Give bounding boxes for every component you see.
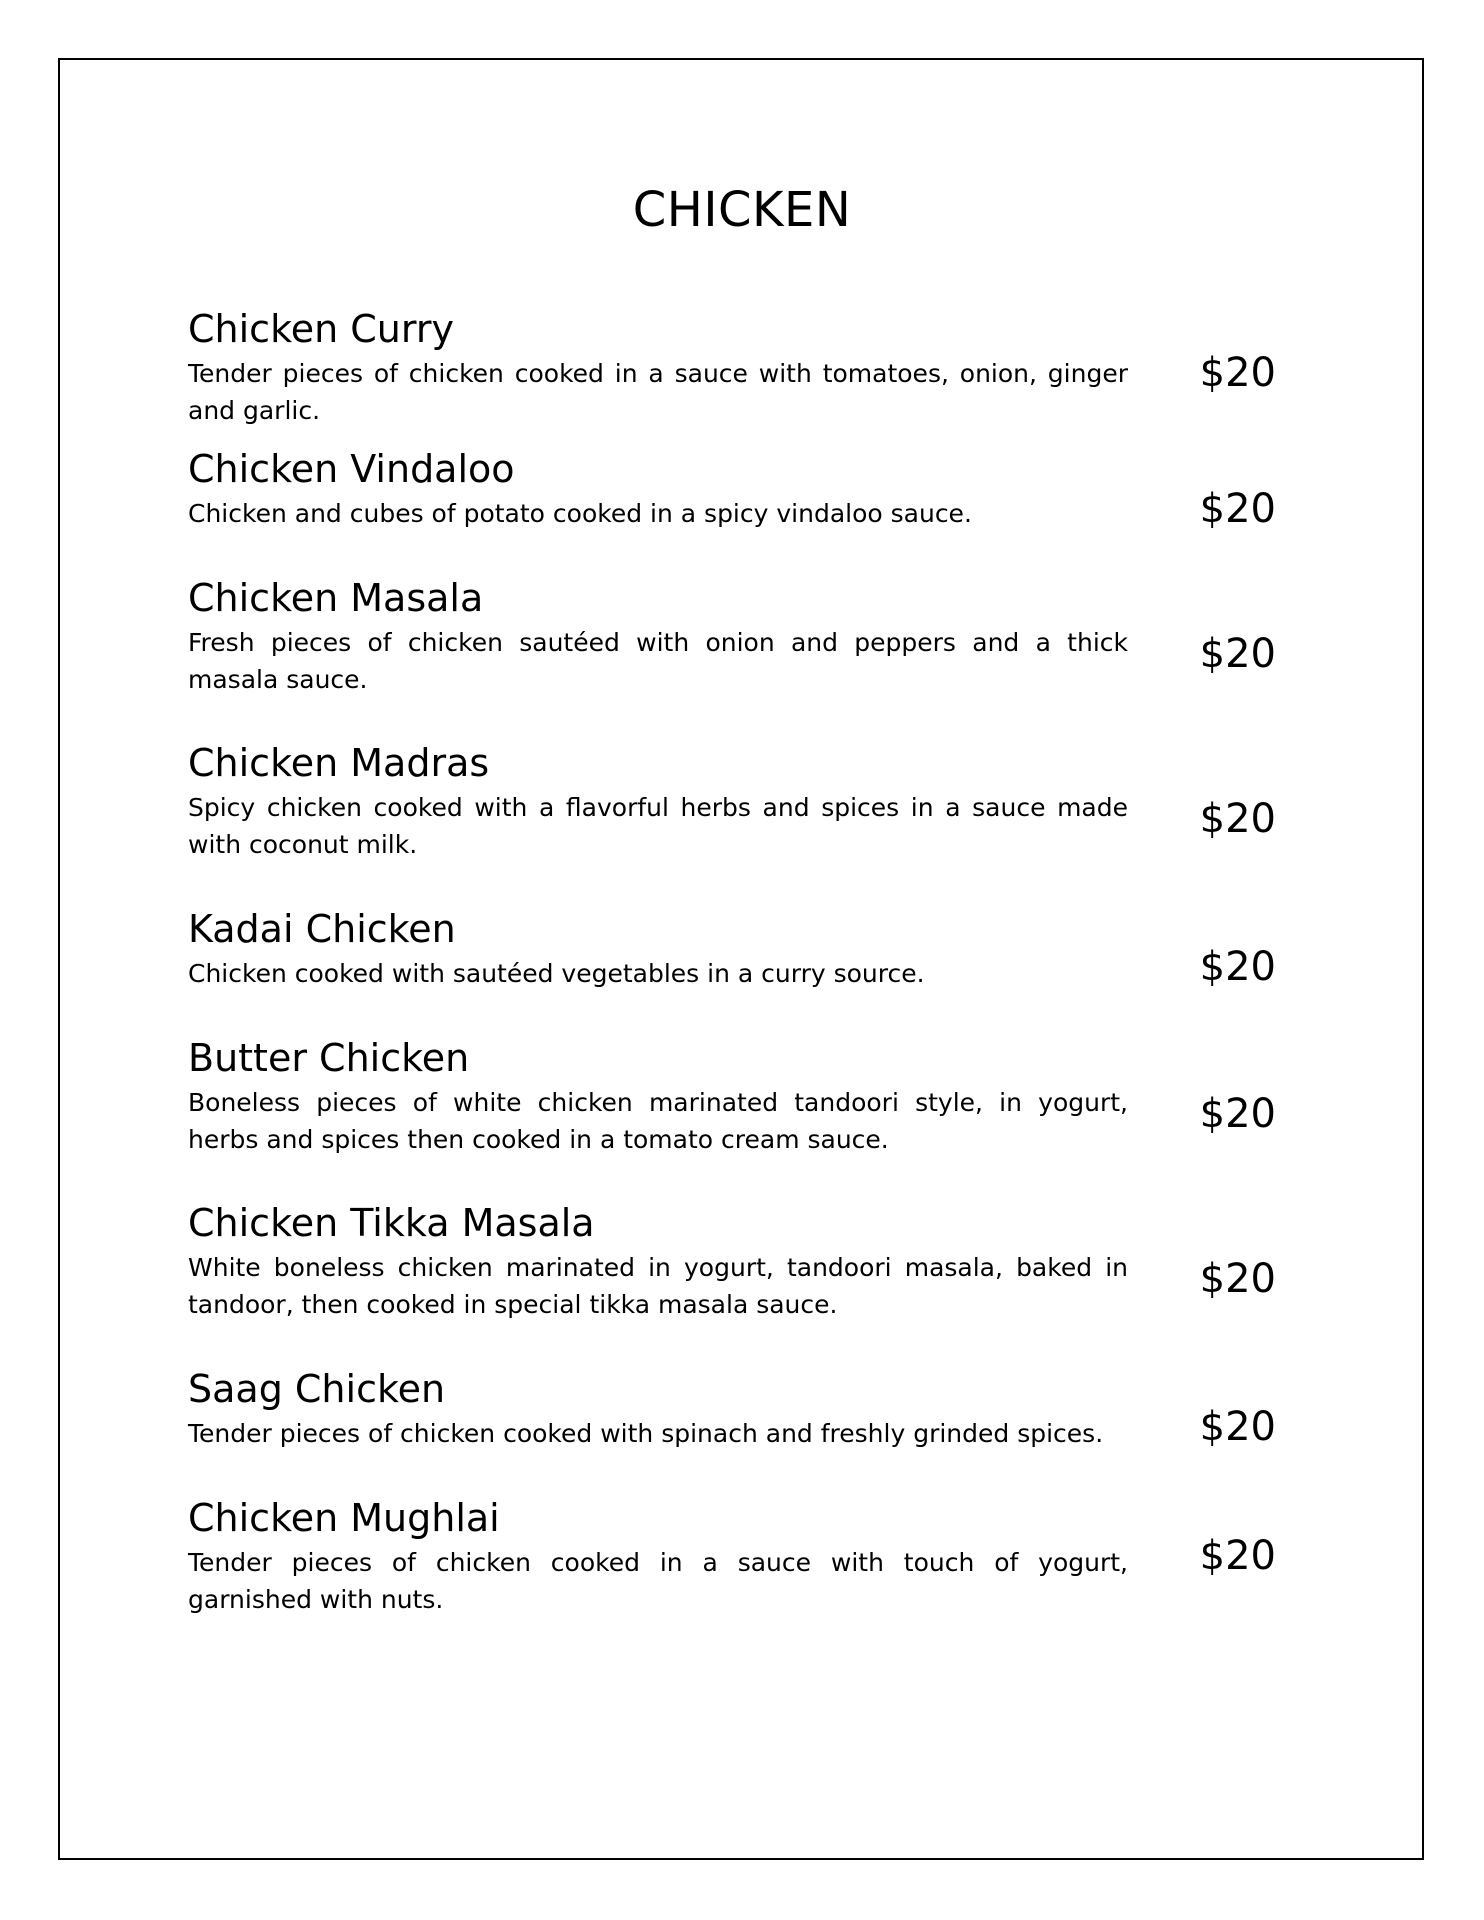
- item-price: $20: [1199, 944, 1276, 990]
- menu-item-chicken-tikka-masala: [188, 1199, 1328, 1323]
- menu-item-chicken-vindaloo: [188, 445, 1328, 532]
- item-price: $20: [1199, 486, 1276, 532]
- item-price: $20: [1199, 1256, 1276, 1302]
- item-name: Chicken Mughlai: [188, 1496, 500, 1540]
- item-description: White boneless chicken marinated in yogurt, tandoori masala, baked in tandoor, then cooked in special tikka masala sauce.: [188, 1253, 1128, 1319]
- item-description: Tender pieces of chicken cooked in a sauce with touch of yogurt, garnished with nuts.: [188, 1548, 1128, 1614]
- menu-item-chicken-mughlai: [188, 1494, 1328, 1618]
- item-name: Chicken Tikka Masala: [188, 1201, 595, 1245]
- menu-item-saag-chicken: [188, 1365, 1328, 1452]
- item-name: Chicken Vindaloo: [188, 447, 515, 491]
- item-description: Boneless pieces of white chicken marinated tandoori style, in yogurt, herbs and spices then cooked in a tomato cream sauce.: [188, 1088, 1128, 1154]
- item-name: Chicken Masala: [188, 576, 484, 620]
- item-name: Butter Chicken: [188, 1036, 470, 1080]
- menu-item-chicken-masala: [188, 574, 1328, 698]
- item-price: $20: [1199, 796, 1276, 842]
- item-name: Kadai Chicken: [188, 907, 456, 951]
- menu-section-title: CHICKEN: [632, 182, 852, 238]
- item-description: Tender pieces of chicken cooked in a sauce with tomatoes, onion, ginger and garlic.: [188, 359, 1128, 425]
- menu-item-chicken-curry: [188, 305, 1328, 429]
- item-price: $20: [1199, 350, 1276, 396]
- item-price: $20: [1199, 631, 1276, 677]
- menu-item-butter-chicken: [188, 1034, 1328, 1158]
- item-price: $20: [1199, 1404, 1276, 1450]
- item-name: Chicken Curry: [188, 307, 454, 351]
- item-name: Saag Chicken: [188, 1367, 446, 1411]
- item-description: Spicy chicken cooked with a flavorful herbs and spices in a sauce made with coconut milk.: [188, 793, 1128, 859]
- item-description: Chicken cooked with sautéed vegetables in a curry source.: [188, 959, 925, 988]
- item-price: $20: [1199, 1091, 1276, 1137]
- item-description: Fresh pieces of chicken sautéed with onion and peppers and a thick masala sauce.: [188, 628, 1128, 694]
- item-price: $20: [1199, 1533, 1276, 1579]
- item-description: Chicken and cubes of potato cooked in a spicy vindaloo sauce.: [188, 499, 972, 528]
- item-description: Tender pieces of chicken cooked with spinach and freshly grinded spices.: [188, 1419, 1104, 1448]
- menu-item-chicken-madras: [188, 739, 1328, 863]
- menu-item-kadai-chicken: [188, 905, 1328, 992]
- item-name: Chicken Madras: [188, 741, 490, 785]
